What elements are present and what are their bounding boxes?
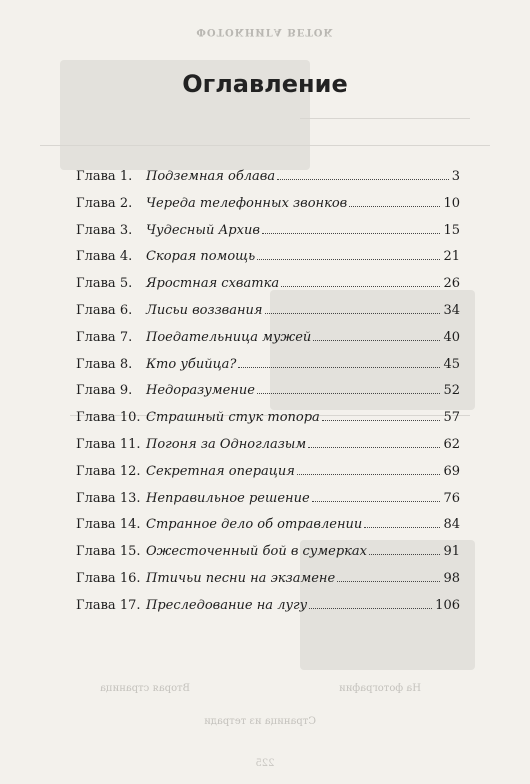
toc-entry xyxy=(76,436,460,463)
toc-entry xyxy=(76,275,460,302)
toc-entry xyxy=(76,570,460,597)
dot-leader xyxy=(312,501,441,502)
toc-entry xyxy=(76,516,460,543)
page-number: 91 xyxy=(443,544,460,560)
chapter-title: Кто убийца? xyxy=(146,356,237,372)
show-through-line xyxy=(40,145,490,146)
chapter-title: Яростная схватка xyxy=(146,276,280,292)
chapter-title: Страшный стук топора xyxy=(146,410,320,426)
toc-entry xyxy=(76,329,460,356)
chapter-number: Глава 13. xyxy=(76,490,141,506)
chapter-number: Глава 4. xyxy=(76,249,133,265)
chapter-number: Глава 11. xyxy=(76,436,141,452)
chapter-number: Глава 10. xyxy=(76,410,141,426)
chapter-number: Глава 1. xyxy=(76,169,133,184)
dot-leader xyxy=(281,286,440,287)
page-number: 57 xyxy=(443,410,460,426)
show-through-line xyxy=(300,118,470,119)
chapter-title: Скорая помощь xyxy=(146,249,256,265)
chapter-number: Глава 6. xyxy=(76,302,133,318)
show-through-header: ФОТОКНИГА ВЕТОК xyxy=(196,26,334,37)
toc-entry xyxy=(76,248,460,275)
page-number: 15 xyxy=(443,222,460,238)
toc-entry xyxy=(76,409,460,436)
page-number: 10 xyxy=(443,195,460,211)
page-number: 40 xyxy=(443,329,460,345)
page-number: 84 xyxy=(443,517,460,533)
dot-leader xyxy=(257,259,440,260)
page-number: 21 xyxy=(443,249,460,265)
chapter-number: Глава 5. xyxy=(76,276,133,292)
show-through-caption-right: На фотографии xyxy=(338,683,422,694)
chapter-title: Птичьи песни на экзамене xyxy=(146,570,336,586)
toc-entry xyxy=(76,597,460,624)
chapter-number: Глава 7. xyxy=(76,329,133,345)
dot-leader xyxy=(265,313,441,314)
dot-leader xyxy=(349,206,440,207)
page-number: 62 xyxy=(443,436,460,452)
dot-leader xyxy=(277,179,449,180)
dot-leader xyxy=(308,447,440,448)
page-number: 45 xyxy=(443,356,460,372)
chapter-title: Чудесный Архив xyxy=(146,222,260,238)
chapter-number: Глава 16. xyxy=(76,570,141,586)
chapter-title: Череда телефонных звонков xyxy=(146,195,348,211)
dot-leader xyxy=(297,474,441,475)
dot-leader xyxy=(369,554,440,555)
page-number: 34 xyxy=(443,302,460,318)
toc-entry xyxy=(76,382,460,409)
chapter-title: Погоня за Одноглазым xyxy=(146,436,307,452)
chapter-number: Глава 8. xyxy=(76,356,133,372)
page-number: 26 xyxy=(443,276,460,292)
chapter-title: Неправильное решение xyxy=(146,490,310,506)
dot-leader xyxy=(309,608,432,609)
toc-entry xyxy=(76,543,460,570)
chapter-title: Странное дело об отравлении xyxy=(146,517,363,533)
chapter-number: Глава 17. xyxy=(76,597,141,613)
toc-entry xyxy=(76,168,460,195)
show-through-caption-left: Вторая страница xyxy=(100,683,190,694)
show-through-page-number: 225 xyxy=(255,758,275,769)
chapter-number: Глава 2. xyxy=(76,195,133,211)
page-number: 106 xyxy=(435,597,460,613)
chapter-title: Секретная операция xyxy=(146,463,295,479)
toc-entry xyxy=(76,356,460,383)
page-number: 76 xyxy=(443,490,460,506)
dot-leader xyxy=(262,233,441,234)
chapter-title: Поедательница мужей xyxy=(146,329,312,345)
toc-entry xyxy=(76,195,460,222)
chapter-title: Ожесточенный бой в сумерках xyxy=(146,544,367,560)
dot-leader xyxy=(364,527,440,528)
dot-leader xyxy=(238,367,440,368)
page-number: 3 xyxy=(451,169,460,184)
chapter-number: Глава 3. xyxy=(76,222,133,238)
chapter-title: Преследование на лугу xyxy=(146,597,308,613)
page-number: 98 xyxy=(443,570,460,586)
dot-leader xyxy=(322,420,441,421)
dot-leader xyxy=(257,393,441,394)
page-title: Оглавление xyxy=(182,70,348,98)
table-of-contents xyxy=(76,168,460,624)
dot-leader xyxy=(313,340,440,341)
toc-entry xyxy=(76,222,460,249)
toc-entry xyxy=(76,463,460,490)
chapter-title: Подземная облава xyxy=(146,169,276,184)
chapter-number: Глава 12. xyxy=(76,463,141,479)
dot-leader xyxy=(337,581,440,582)
chapter-title: Недоразумение xyxy=(146,383,255,399)
chapter-title: Лисьи воззвания xyxy=(146,302,263,318)
chapter-number: Глава 9. xyxy=(76,383,133,399)
chapter-number: Глава 15. xyxy=(76,544,141,560)
page-number: 69 xyxy=(443,463,460,479)
toc-entry xyxy=(76,302,460,329)
toc-entry xyxy=(76,490,460,517)
show-through-caption-bottom: Страница из тетради xyxy=(204,716,316,727)
page-number: 52 xyxy=(443,383,460,399)
chapter-number: Глава 14. xyxy=(76,517,141,533)
